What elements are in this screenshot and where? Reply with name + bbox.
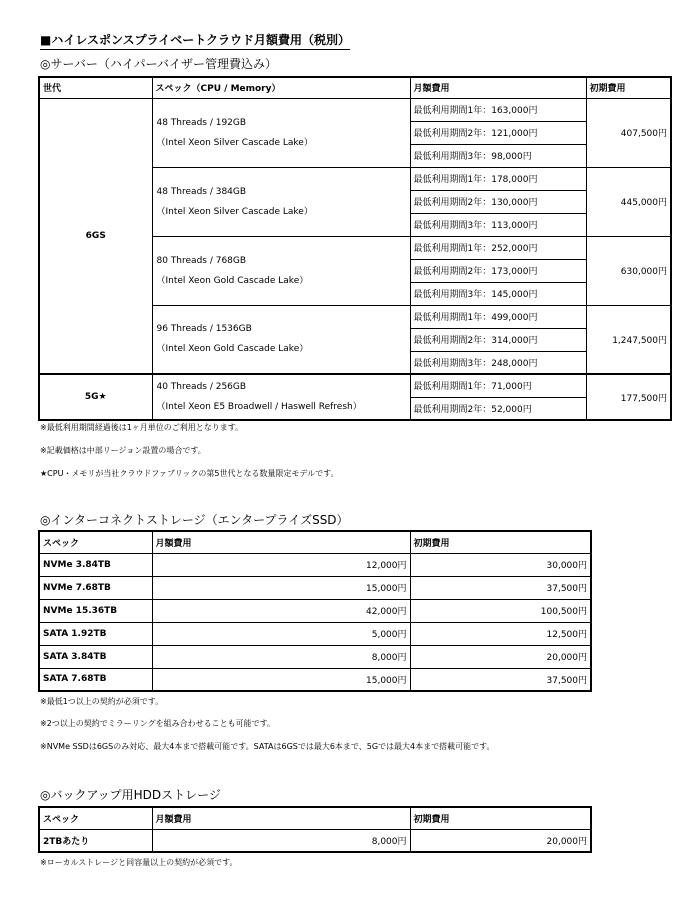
ssd-monthly: 12,000円	[152, 553, 410, 576]
spec-cell	[152, 374, 410, 420]
header-spec: スペック	[39, 807, 152, 829]
monthly-price: 最低利用期間1年：178,000円	[410, 167, 586, 190]
ssd-monthly: 15,000円	[152, 668, 410, 691]
ssd-initial: 12,500円	[410, 622, 591, 645]
spec-cell	[152, 98, 410, 167]
initial-price: 1,247,500円	[586, 305, 671, 374]
monthly-price: 最低利用期間3年：145,000円	[410, 282, 586, 305]
header-monthly: 月額費用	[152, 531, 410, 553]
header-initial: 初期費用	[410, 807, 591, 829]
monthly-price: 最低利用期間1年：499,000円	[410, 305, 586, 328]
ssd-monthly: 8,000円	[152, 645, 410, 668]
monthly-price: 最低利用期間2年：121,000円	[410, 121, 586, 144]
server-price-table	[38, 76, 672, 421]
hdd-initial: 20,000円	[410, 829, 591, 852]
monthly-price: 最低利用期間1年：71,000円	[410, 374, 586, 397]
ssd-initial: 37,500円	[410, 576, 591, 599]
initial-price: 407,500円	[586, 98, 671, 167]
server-note: ※最低利用期間経過後は1ヶ月単位のご利用となります。	[40, 423, 244, 432]
ssd-monthly: 42,000円	[152, 599, 410, 622]
ssd-spec: NVMe 15.36TB	[39, 599, 152, 622]
ssd-note: ※NVMe SSDは6GSのみ対応、最大4本まで搭載可能です。SATAは6GSでは最大6本まで、5Gでは最大4本まで搭載可能です。	[40, 742, 495, 751]
header-monthly: 月額費用	[152, 807, 410, 829]
table-row	[39, 374, 671, 397]
server-note: ※記載価格は中部リージョン設置の場合です。	[40, 446, 206, 455]
server-section-title: ◎サーバー（ハイパーバイザー管理費込み）	[40, 57, 278, 71]
table-row	[39, 645, 591, 668]
table-row	[39, 553, 591, 576]
ssd-spec: SATA 3.84TB	[39, 645, 152, 668]
table-row	[39, 576, 591, 599]
gen-6gs: 6GS	[39, 98, 152, 374]
header-spec: スペック（CPU / Memory）	[152, 77, 410, 98]
monthly-price: 最低利用期間3年：98,000円	[410, 144, 586, 167]
monthly-price: 最低利用期間2年：173,000円	[410, 259, 586, 282]
initial-price: 445,000円	[586, 167, 671, 236]
spec-threads: 80 Threads / 768GB	[156, 255, 247, 266]
spec-threads: 48 Threads / 192GB	[156, 117, 247, 128]
table-row	[39, 668, 591, 691]
ssd-price-table	[38, 530, 592, 692]
ssd-monthly: 15,000円	[152, 576, 410, 599]
spec-cell	[152, 167, 410, 236]
ssd-note: ※最低1つ以上の契約が必須です。	[40, 697, 164, 706]
monthly-price: 最低利用期間3年：113,000円	[410, 213, 586, 236]
hdd-monthly: 8,000円	[152, 829, 410, 852]
monthly-price: 最低利用期間2年：314,000円	[410, 328, 586, 351]
ssd-monthly: 5,000円	[152, 622, 410, 645]
page-title: ■ハイレスポンスプライベートクラウド月額費用（税別）	[40, 31, 350, 50]
header-monthly: 月額費用	[410, 77, 586, 98]
ssd-spec: NVMe 7.68TB	[39, 576, 152, 599]
server-note: ★CPU・メモリが当社クラウドファブリックの第5世代となる数量限定モデルです。	[40, 469, 339, 478]
spec-cpu: （Intel Xeon Silver Cascade Lake）	[156, 206, 313, 217]
hdd-section-title: ◎バックアップ用HDDストレージ	[40, 788, 221, 802]
monthly-price: 最低利用期間1年：163,000円	[410, 98, 586, 121]
spec-cpu: （Intel Xeon Gold Cascade Lake）	[156, 344, 309, 355]
initial-price: 177,500円	[586, 374, 671, 420]
ssd-initial: 37,500円	[410, 668, 591, 691]
hdd-spec: 2TBあたり	[39, 829, 152, 852]
header-initial: 初期費用	[586, 77, 671, 98]
gen-5g: 5G★	[39, 374, 152, 420]
initial-price: 630,000円	[586, 236, 671, 305]
table-row	[39, 829, 591, 852]
spec-threads: 96 Threads / 1536GB	[156, 324, 252, 335]
ssd-initial: 100,500円	[410, 599, 591, 622]
spec-cell	[152, 236, 410, 305]
table-row	[39, 622, 591, 645]
ssd-spec: SATA 1.92TB	[39, 622, 152, 645]
header-spec: スペック	[39, 531, 152, 553]
ssd-initial: 20,000円	[410, 645, 591, 668]
spec-cpu: （Intel Xeon Gold Cascade Lake）	[156, 275, 309, 286]
spec-threads: 48 Threads / 384GB	[156, 186, 247, 197]
monthly-price: 最低利用期間3年：248,000円	[410, 351, 586, 374]
table-row	[39, 98, 671, 121]
spec-cpu: （Intel Xeon E5 Broadwell / Haswell Refresh）	[156, 402, 362, 412]
ssd-section-title: ◎インターコネクトストレージ（エンタープライズSSD）	[40, 513, 349, 527]
hdd-note: ※ローカルストレージと同容量以上の契約が必須です。	[40, 858, 238, 867]
monthly-price: 最低利用期間2年：52,000円	[410, 397, 586, 420]
monthly-price: 最低利用期間2年：130,000円	[410, 190, 586, 213]
header-initial: 初期費用	[410, 531, 591, 553]
ssd-spec: SATA 7.68TB	[39, 668, 152, 691]
header-gen: 世代	[39, 77, 152, 98]
table-row	[39, 599, 591, 622]
ssd-spec: NVMe 3.84TB	[39, 553, 152, 576]
monthly-price: 最低利用期間1年：252,000円	[410, 236, 586, 259]
ssd-initial: 30,000円	[410, 553, 591, 576]
spec-cell	[152, 305, 410, 374]
hdd-price-table	[38, 806, 592, 853]
ssd-note: ※2つ以上の契約でミラーリングを組み合わせることも可能です。	[40, 719, 275, 728]
spec-cpu: （Intel Xeon Silver Cascade Lake）	[156, 137, 313, 148]
spec-threads: 40 Threads / 256GB	[156, 382, 247, 392]
